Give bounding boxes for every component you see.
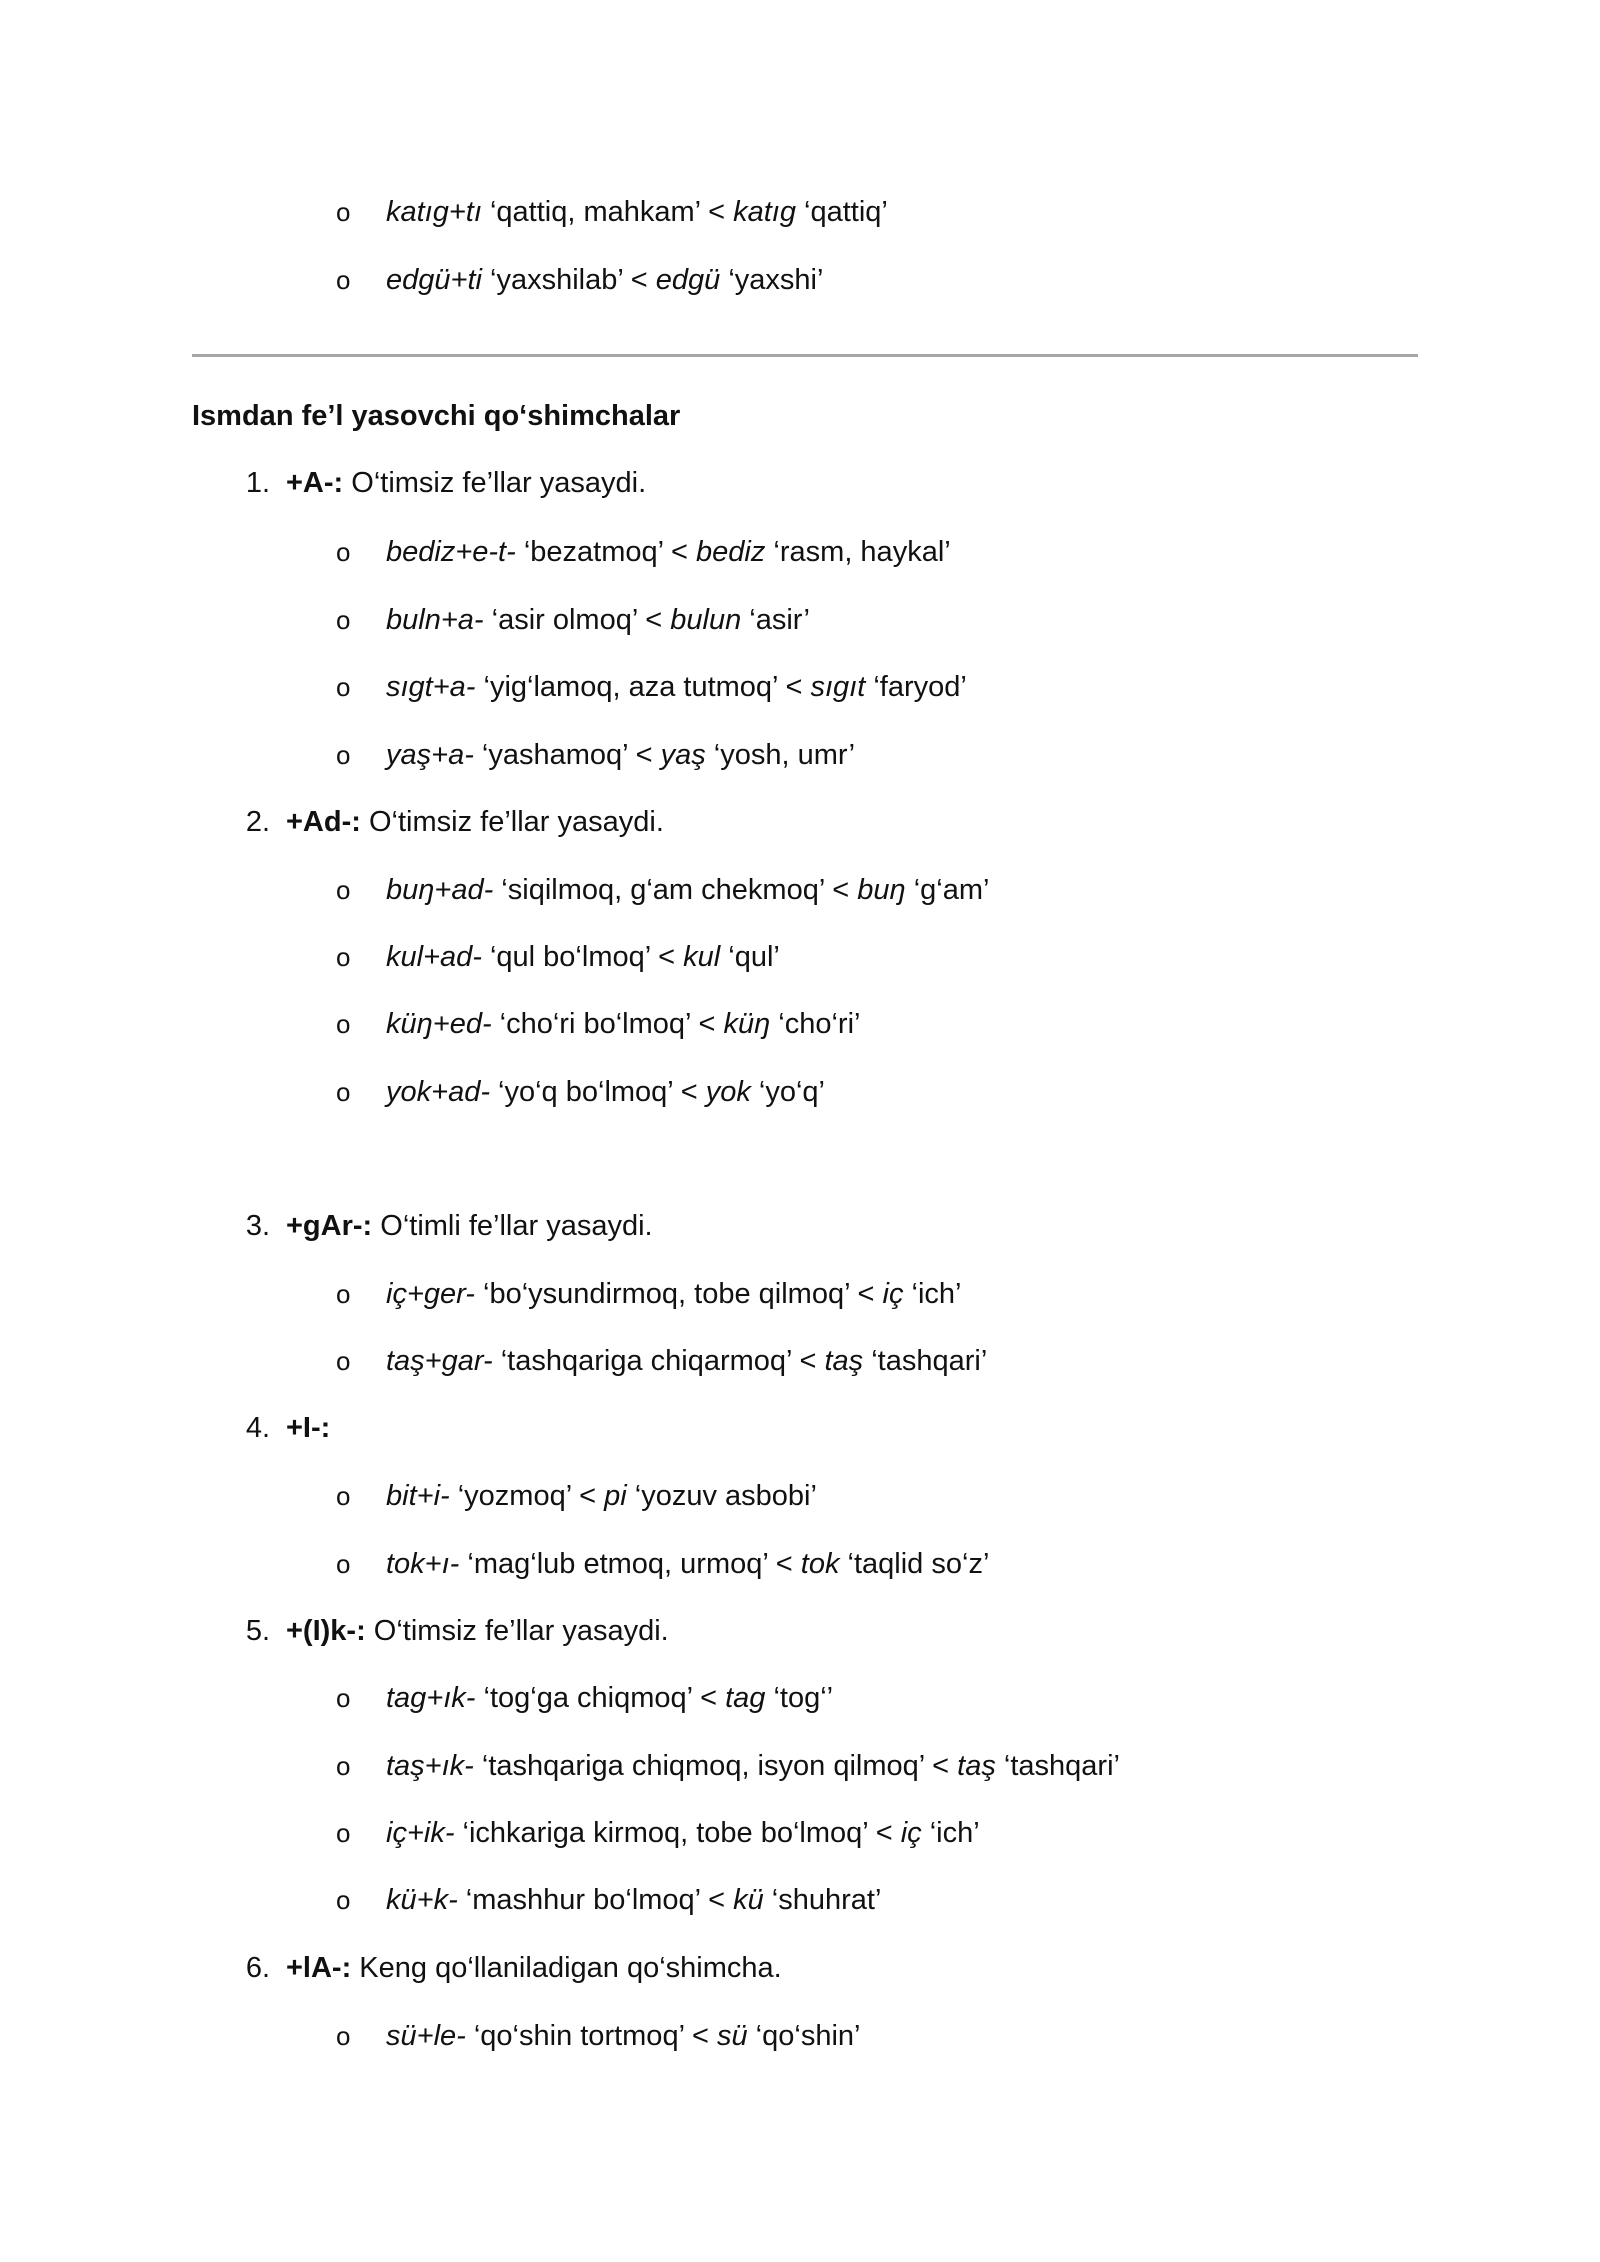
example-text (386, 1882, 881, 1918)
example-text (386, 1546, 989, 1582)
bullet-icon: o (336, 942, 351, 972)
example-meaning: ‘qo‘shin tortmoq’ < (465, 2020, 717, 2052)
example-base: iç (900, 1817, 922, 1849)
heading-text (286, 1410, 330, 1446)
list-number: 5. (245, 1615, 270, 1647)
example-meaning: ‘yaxshilab’ < (481, 264, 656, 296)
example-meaning: ‘tog‘ga chiqmoq’ < (475, 1682, 726, 1714)
example-meaning: ‘bo‘ysundirmoq, tobe qilmoq’ < (474, 1278, 883, 1310)
example-text (386, 737, 855, 773)
example-gloss: ‘qattiq’ (795, 196, 888, 228)
example-text (386, 602, 810, 638)
example-gloss: ‘taqlid so‘z’ (839, 1548, 990, 1580)
example-meaning: ‘yo‘q bo‘lmoq’ < (489, 1076, 706, 1108)
example-gloss: ‘rasm, haykal’ (765, 536, 951, 568)
example-base: buŋ (857, 874, 906, 906)
example-base: taş (957, 1750, 996, 1782)
suffix-label: +(I)k-: (286, 1615, 366, 1647)
example-term: taş+ık- (386, 1750, 474, 1782)
example-gloss: ‘yo‘q’ (750, 1076, 826, 1108)
example-text (386, 262, 823, 298)
example-gloss: ‘asir’ (741, 604, 810, 636)
suffix-description: O‘timli fe’llar yasaydi. (372, 1210, 653, 1242)
bullet-icon: o (336, 740, 351, 770)
bullet-icon: o (336, 605, 351, 635)
example-gloss: ‘faryod’ (865, 671, 967, 703)
example-text (386, 1680, 833, 1716)
example-meaning: ‘tashqariga chiqarmoq’ < (492, 1345, 825, 1377)
example-term: edgü+ti (386, 264, 482, 296)
example-gloss: ‘qul’ (720, 941, 780, 973)
example-gloss: ‘shuhrat’ (763, 1884, 882, 1916)
heading-text (286, 1950, 782, 1986)
example-meaning: ‘siqilmoq, g‘am chekmoq’ < (493, 874, 858, 906)
example-text (386, 1074, 825, 1110)
heading-text (286, 465, 646, 501)
example-term: tok+ı- (386, 1548, 460, 1580)
example-meaning: ‘mashhur bo‘lmoq’ < (457, 1884, 734, 1916)
example-term: küŋ+ed- (386, 1008, 492, 1040)
example-meaning: ‘tashqariga chiqmoq, isyon qilmoq’ < (473, 1750, 958, 1782)
example-term: buln+a- (386, 604, 484, 636)
suffix-label: +Ad-: (286, 806, 361, 838)
example-term: yok+ad- (386, 1076, 490, 1108)
example-term: yaş+a- (386, 739, 474, 771)
bullet-icon: o (336, 1818, 351, 1848)
example-term: bit+i- (386, 1480, 450, 1512)
example-term: katıg+tı (386, 196, 482, 228)
heading-text (286, 1208, 653, 1244)
bullet-icon: o (336, 265, 351, 295)
example-base: yok (705, 1076, 751, 1108)
example-text (386, 1478, 817, 1514)
heading-text (286, 804, 664, 840)
example-text (386, 534, 951, 570)
heading-text (286, 1613, 669, 1649)
bullet-icon: o (336, 537, 351, 567)
suffix-description: O‘timsiz fe’llar yasaydi. (343, 467, 647, 499)
example-gloss: ‘qo‘shin’ (747, 2020, 861, 2052)
example-base: edgü (655, 264, 721, 296)
suffix-label: +gAr-: (286, 1210, 373, 1242)
example-gloss: ‘cho‘ri’ (770, 1008, 861, 1040)
example-term: iç+ger- (386, 1278, 475, 1310)
bullet-icon: o (336, 1481, 351, 1511)
example-base: katıg (733, 196, 796, 228)
example-meaning: ‘qul bo‘lmoq’ < (481, 941, 684, 973)
example-base: kul (683, 941, 721, 973)
example-base: iç (882, 1278, 904, 1310)
example-meaning: ‘ichkariga kirmoq, tobe bo‘lmoq’ < (454, 1817, 901, 1849)
suffix-label: +A-: (286, 467, 344, 499)
example-text (386, 1006, 860, 1042)
example-gloss: ‘g‘am’ (905, 874, 990, 906)
example-text (386, 669, 967, 705)
example-gloss: ‘yaxshi’ (720, 264, 824, 296)
example-term: taş+gar- (386, 1345, 493, 1377)
example-term: kü+k- (386, 1884, 458, 1916)
example-gloss: ‘yosh, umr’ (705, 739, 856, 771)
example-text (386, 1276, 961, 1312)
bullet-icon: o (336, 197, 351, 227)
example-base: tag (725, 1682, 766, 1714)
example-base: pi (604, 1480, 627, 1512)
example-base: sü (716, 2020, 748, 2052)
bullet-icon: o (336, 1009, 351, 1039)
section-title: Ismdan fe’l yasovchi qo‘shimchalar (192, 400, 681, 432)
bullet-icon: o (336, 2021, 351, 2051)
example-meaning: ‘qattiq, mahkam’ < (481, 196, 734, 228)
example-text (386, 1748, 1120, 1784)
example-term: sü+le- (386, 2020, 466, 2052)
bullet-icon: o (336, 1077, 351, 1107)
example-base: bulun (670, 604, 742, 636)
bullet-icon: o (336, 1683, 351, 1713)
list-number: 3. (245, 1210, 270, 1242)
bullet-icon: o (336, 1549, 351, 1579)
example-gloss: ‘ich’ (921, 1817, 980, 1849)
example-base: tok (800, 1548, 840, 1580)
example-term: sıgt+a- (386, 671, 476, 703)
bullet-icon: o (336, 1346, 351, 1376)
example-base: kü (733, 1884, 764, 1916)
suffix-description: O‘timsiz fe’llar yasaydi. (365, 1615, 669, 1647)
list-number: 2. (245, 806, 270, 838)
example-base: bediz (696, 536, 766, 568)
suffix-label: +lA-: (286, 1952, 352, 1984)
example-text (386, 1343, 987, 1379)
example-base: küŋ (723, 1008, 771, 1040)
example-meaning: ‘mag‘lub etmoq, urmoq’ < (459, 1548, 801, 1580)
suffix-description: O‘timsiz fe’llar yasaydi. (360, 806, 664, 838)
example-meaning: ‘cho‘ri bo‘lmoq’ < (491, 1008, 724, 1040)
example-base: yaş (660, 739, 706, 771)
bullet-icon: o (336, 875, 351, 905)
bullet-icon: o (336, 1885, 351, 1915)
example-text (386, 939, 780, 975)
example-term: buŋ+ad- (386, 874, 494, 906)
example-gloss: ‘yozuv asbobi’ (626, 1480, 817, 1512)
example-gloss: ‘tog‘’ (765, 1682, 834, 1714)
example-term: kul+ad- (386, 941, 482, 973)
example-gloss: ‘tashqari’ (995, 1750, 1120, 1782)
list-number: 4. (245, 1412, 270, 1444)
example-term: iç+ik- (386, 1817, 455, 1849)
example-gloss: ‘tashqari’ (863, 1345, 988, 1377)
list-number: 6. (245, 1952, 270, 1984)
bullet-icon: o (336, 1751, 351, 1781)
example-meaning: ‘yozmoq’ < (449, 1480, 605, 1512)
suffix-label: +I-: (286, 1412, 331, 1444)
example-base: sıgıt (810, 671, 866, 703)
example-text (386, 2018, 860, 2054)
example-text (386, 194, 888, 230)
horizontal-divider (192, 354, 1418, 357)
suffix-description: Keng qo‘llaniladigan qo‘shimcha. (351, 1952, 782, 1984)
example-gloss: ‘ich’ (903, 1278, 962, 1310)
example-term: bediz+e-t- (386, 536, 516, 568)
example-meaning: ‘yig‘lamoq, aza tutmoq’ < (475, 671, 811, 703)
example-meaning: ‘yashamoq’ < (473, 739, 661, 771)
list-number: 1. (245, 467, 270, 499)
example-meaning: ‘bezatmoq’ < (515, 536, 697, 568)
example-term: tag+ık- (386, 1682, 476, 1714)
example-text (386, 872, 989, 908)
example-text (386, 1815, 980, 1851)
example-base: taş (824, 1345, 864, 1377)
bullet-icon: o (336, 672, 351, 702)
example-meaning: ‘asir olmoq’ < (483, 604, 671, 636)
bullet-icon: o (336, 1279, 351, 1309)
